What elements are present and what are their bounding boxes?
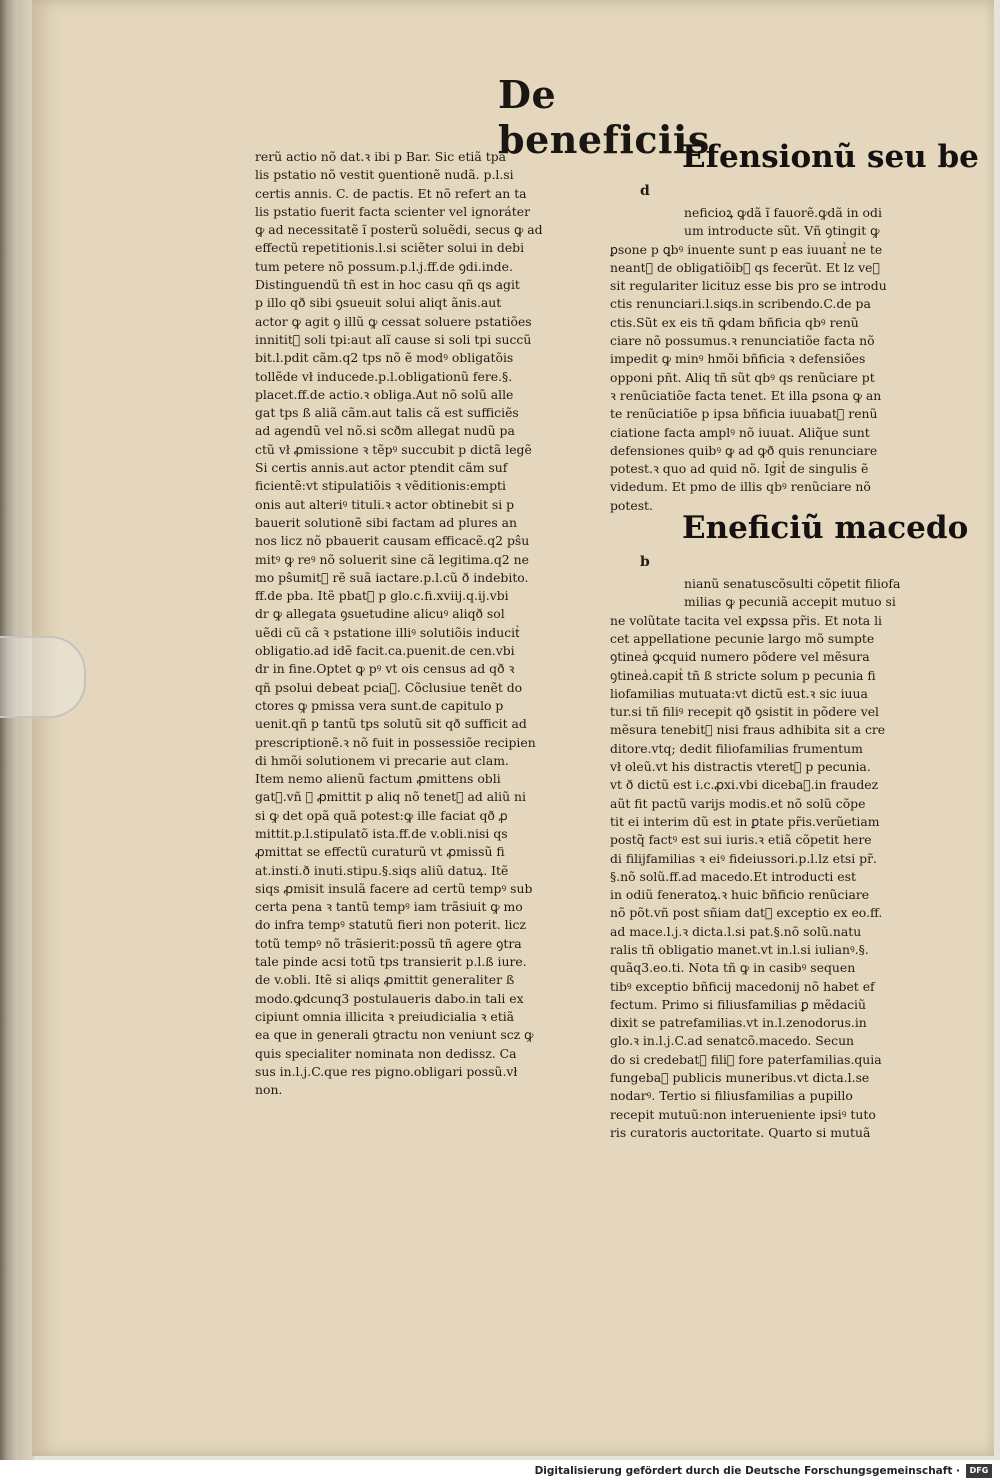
text-line: di hmõi solutionem vi precarie aut clam. — [255, 752, 509, 768]
text-line: impedit ꝙ minꝰ hmõi bñficia ꝛ defensiões — [610, 351, 866, 367]
text-line: sit regulariter licituz esse bis pro se introdu — [610, 278, 887, 294]
text-line: gatᷣ.vñ ꝙ ꝓmittit p aliq nõ tenetᷣ ad aliũ ni — [255, 789, 526, 805]
text-line: milias ꝙ pecuniã accepit mutuo si — [684, 594, 896, 610]
text-line: innititᷣ soli tpi:aut alĩ cause si soli tpi succũ — [255, 331, 532, 347]
text-line: gat tps ß aliã cãm.aut talis cã est sufficiẽs — [255, 405, 519, 421]
section-heading-block-2 — [610, 510, 969, 575]
text-line: nianũ senatuscõsulti cõpetit filiofa — [684, 576, 901, 592]
text-line: um introducte sũt. Vñ ꝯtingit ꝙ — [684, 223, 880, 239]
text-line: onis aut alteriꝰ tituli.ꝛ actor obtinebit si p — [255, 496, 515, 512]
text-line: ciatione facta amplꝰ nõ iuuat. Aliq̃ue sunt — [610, 424, 870, 440]
text-line: mo pŝumitᷣ rẽ suã iactare.p.l.cũ ð indebito. — [255, 569, 529, 585]
text-line: ris curatoris auctoritate. Quarto si mutuã — [610, 1124, 871, 1140]
text-line: vt ð dictũ est i.c.ꝓxi.vbi dicebaᷣ.in fraudez — [610, 777, 879, 793]
text-line: rerũ actio nõ dat.ꝛ ibi p Bar. Sic etiã tpa — [255, 149, 507, 164]
text-line: tur.si tñ filiꝰ recepit qð ꝯsistit in põdere vel — [610, 704, 879, 720]
text-line: certa pena ꝛ tantũ tempꝰ iam trãsiuit ꝙ mo — [255, 899, 523, 915]
running-head: De beneficiis — [498, 72, 710, 162]
text-line: ff.de pba. Itẽ pbatᷣ p glo.c.fi.xviij.q.ij.vbi — [255, 588, 509, 604]
text-line: recepit mutuũ:non interueniente ipsiꝰ tuto — [610, 1106, 876, 1122]
text-line: postq̃ factꝰ est sui iuris.ꝛ etiã cõpetit here — [610, 832, 872, 848]
text-line: potest.ꝛ quo ad quid nõ. Igitᷣ de singulis ẽ — [610, 461, 869, 477]
text-line: p illo qð sibi ꝯsueuit solui aliqt ãnis.aut — [255, 295, 502, 311]
text-line: placet.ff.de actio.ꝛ obliga.Aut nõ solũ alle — [255, 386, 514, 402]
text-line: vł oleũ.vt his distractis vteretᷣ p pecunia. — [610, 759, 871, 775]
dfg-logo: DFG — [966, 1464, 992, 1478]
text-line: lis pstatio fuerit facta scienter vel ignoráter — [255, 203, 531, 219]
left-column — [255, 148, 595, 1099]
text-line: nõ põt.vñ post sñiam datᷣ exceptio ex eo.ff. — [610, 905, 883, 921]
text-line: ficientẽ:vt stipulatiõis ꝛ vẽditionis:empti — [255, 478, 506, 494]
text-line: defensiones quibꝰ ꝙ ad ꝙð quis renunciare — [610, 442, 878, 458]
text-line: neficioꝝ ꝙdã ĩ fauorẽ.ꝙdã in odi — [684, 205, 882, 220]
text-line: obligatio.ad idẽ facit.ca.puenit.de cen.vbi — [255, 643, 515, 659]
text-line: cipiunt omnia illicita ꝛ preiudicialia ꝛ etiã — [255, 1008, 515, 1024]
text-line: ctũ vł ꝓmissione ꝛ tẽpꝰ succubit p dictã legẽ — [255, 441, 532, 457]
text-line: fectum. Primo si filiusfamilias ꝑ mẽdaciũ — [610, 996, 866, 1012]
text-line: bit.l.pdit cãm.q2 tps nõ ẽ modꝰ obligatõis — [255, 350, 514, 366]
right-column — [610, 139, 979, 1142]
book-spine-edge — [0, 0, 18, 1483]
text-line: quãq3.eo.ti. Nota tñ ꝙ in casibꝰ sequen — [610, 960, 856, 976]
text-line: neantᷣ de obligatiõibꝰ qs fecerũt. Et lz veꝝ — [610, 259, 880, 275]
text-line: ditore.vtq; dedit filiofamilias frumentum — [610, 740, 863, 756]
text-line: ctis renunciari.l.siqs.in scribendo.C.de pa — [610, 296, 871, 312]
text-line: effectũ repetitionis.l.si sciẽter solui in debi — [255, 240, 525, 256]
paragraph-block-indented — [610, 204, 950, 241]
text-line: tollẽde vł inducede.p.l.obligationũ fere.§. — [255, 368, 513, 384]
text-line: te renũciatiõe p ipsa bñficia iuuabatᷣ renũ — [610, 406, 878, 422]
initial-guide-letter: b — [640, 554, 650, 571]
text-line: ꝯtineaᷣ.capitᷣ tñ ß stricte solum p pecunia fi — [610, 667, 876, 683]
text-line: ralis tñ obligatio manet.vt in.l.si iulianꝰ.§. — [610, 941, 869, 957]
text-line: di filijfamilias ꝛ eiꝰ fideiussori.p.l.lz etsi pr̃. — [610, 850, 877, 866]
text-line: Distinguendũ tñ est in hoc casu qñ qs agit — [255, 277, 520, 293]
text-line: certis annis. C. de pactis. Et nõ refert an ta — [255, 185, 527, 201]
text-line: at.insti.ð inuti.stipu.§.siqs aliũ datuꝝ. Itẽ — [255, 862, 509, 878]
section-heading: Efensionũ seu be — [682, 139, 979, 175]
text-line: quis specialiter nominata non dedissz. Ca — [255, 1045, 517, 1061]
text-line: mẽsura tenebitᷣ nisi fraus adhibita sit a cre — [610, 722, 886, 738]
text-line: ctores ꝙ pmissa vera sunt.de capitulo p — [255, 697, 504, 713]
text-line: totũ tempꝰ nõ trãsierit:possũ tñ agere ꝯtra — [255, 935, 522, 951]
footer-credit: Digitalisierung gefördert durch die Deutsche Forschungsgemeinschaft · — [534, 1465, 960, 1477]
text-line: dr in fine.Optet ꝙ pꝰ vt ois census ad qð ꝛ — [255, 661, 515, 677]
initial-guide-letter: d — [640, 183, 650, 199]
section-heading-block-1 — [610, 139, 979, 204]
text-line: in odiũ feneratoꝝ.ꝛ huic bñficio renũciare — [610, 887, 870, 903]
text-line: uenit.qñ p tantũ tps solutũ sit qð sufficit ad — [255, 716, 527, 732]
text-line: ne volũtate tacita vel exꝑssa pr̃is. Et nota li — [610, 612, 882, 628]
text-line: dixit se patrefamilias.vt in.l.zenodorus.in — [610, 1015, 867, 1031]
text-line: nos licz nõ pbauerit causam efficacẽ.q2 pŝu — [255, 533, 530, 549]
text-line: cet appellatione pecunie largo mõ sumpte — [610, 630, 875, 646]
paragraph-block-indented — [610, 575, 950, 612]
text-line: modo.ꝙdcunq3 postulaueris dabo.in tali ex — [255, 990, 524, 1006]
text-line: ꝙ ad necessitatẽ ĩ posterũ soluẽdi, secus ꝙ ad — [255, 222, 543, 238]
text-line: aũt fit pactũ varijs modis.et nõ solũ cõpe — [610, 795, 866, 811]
footer-bar — [0, 1460, 1000, 1483]
text-line: lis pstatio nõ vestit ꝯuentionẽ nudã. p.l.si — [255, 167, 514, 183]
text-line: do infra tempꝰ statutũ fieri non poterit. licz — [255, 917, 526, 933]
text-line: liofamilias mutuata:vt dictũ est.ꝛ sic iuua — [610, 685, 868, 701]
text-line: non. — [255, 1082, 283, 1098]
text-line: ctis.Sũt ex eis tñ ꝙdam bñficia qbꝰ renũ — [610, 314, 859, 330]
text-line: ea que in generali ꝯtractu non veniunt scz ꝙ — [255, 1027, 534, 1043]
text-line: Si certis annis.aut actor ptendit cãm suf — [255, 460, 508, 476]
text-line: ꝯtineaᷣ ꝙcquid numero põdere vel mẽsura — [610, 649, 870, 665]
text-line: siqs ꝓmisit insulã facere ad certũ tempꝰ sub — [255, 880, 533, 896]
text-line: qñ psolui debeat pciaᷣ. Cõclusiue tenẽt do — [255, 679, 523, 695]
text-line: prescriptionẽ.ꝛ nõ fuit in possessiõe recipien — [255, 734, 536, 750]
text-line: sus in.l.j.C.que res pigno.obligari possũ.vł — [255, 1063, 518, 1079]
paragraph-block — [610, 612, 950, 1143]
text-line: ad agendũ vel nõ.si scðm allegat nudũ pa — [255, 423, 515, 439]
text-line: Item nemo alienũ factum ꝓmittens obli — [255, 771, 501, 787]
text-line: dr ꝙ allegata ꝯsuetudine alicuꝰ aliqð sol — [255, 606, 505, 622]
text-line: ꝑsone p ꝗbꝰ inuente sunt p eas iuuantᷣ ne te — [610, 241, 883, 257]
text-line: actor ꝙ agit ꝯ illũ ꝙ cessat soluere pstatiões — [255, 313, 532, 329]
text-line: bauerit solutionẽ sibi factam ad plures an — [255, 514, 518, 530]
text-line: fungebaᷣ publicis muneribus.vt dicta.l.se — [610, 1070, 870, 1086]
section-heading: Eneficiũ macedo — [682, 510, 969, 547]
text-line: glo.ꝛ in.l.j.C.ad senatcõ.macedo. Secun — [610, 1033, 855, 1049]
text-line: si ꝙ det opã quã potest:ꝙ ille faciat qð ꝓ — [255, 807, 508, 823]
text-line: tale pinde acsi totũ tps transierit p.l.ß iure. — [255, 954, 527, 970]
text-line: tum petere nõ possum.p.l.j.ff.de ꝯdi.inde. — [255, 258, 513, 274]
page-clip — [0, 636, 86, 718]
text-line: mitꝰ ꝙ reꝰ nõ soluerit sine cã legitima.q2 ne — [255, 551, 529, 567]
text-line: ciare nõ possumus.ꝛ renunciatiõe facta nõ — [610, 333, 875, 349]
text-line: videdum. Et pmo de illis qbꝰ renũciare nõ — [610, 479, 871, 495]
text-line: §.nõ solũ.ff.ad macedo.Et introducti est — [610, 868, 856, 884]
text-line: opponi pñt. Aliq tñ sũt qbꝰ qs renũciare pt — [610, 369, 875, 385]
text-line: uẽdi cũ cã ꝛ pstatione illiꝰ solutiõis inducitᷣ — [255, 624, 520, 640]
text-line: ꝛ renũciatiõe facta tenet. Et illa ꝑsona ꝙ an — [610, 387, 882, 403]
text-line: tibꝰ exceptio bñficij macedonij nõ habet ef — [610, 978, 875, 994]
text-line: ad mace.l.j.ꝛ dicta.l.si pat.§.nõ solũ.natu — [610, 923, 862, 939]
text-line: de v.obli. Itẽ si aliqs ꝓmittit generaliter ß — [255, 972, 515, 988]
paragraph-block — [610, 241, 950, 515]
text-line: potest. — [610, 497, 653, 513]
text-line: tit ei interim dũ est in ꝑtate pr̃is.verũetiam — [610, 813, 880, 829]
text-line: ꝓmittat se effectũ curaturũ vt ꝓmissũ fi — [255, 844, 505, 860]
text-line: nodarꝰ. Tertio si filiusfamilias a pupillo — [610, 1088, 853, 1104]
text-line: do si credebatᷣ filiꝰ fore paterfamilias.quia — [610, 1051, 882, 1067]
text-line: mittit.p.l.stipulatõ ista.ff.de v.obli.nisi qs — [255, 825, 508, 841]
